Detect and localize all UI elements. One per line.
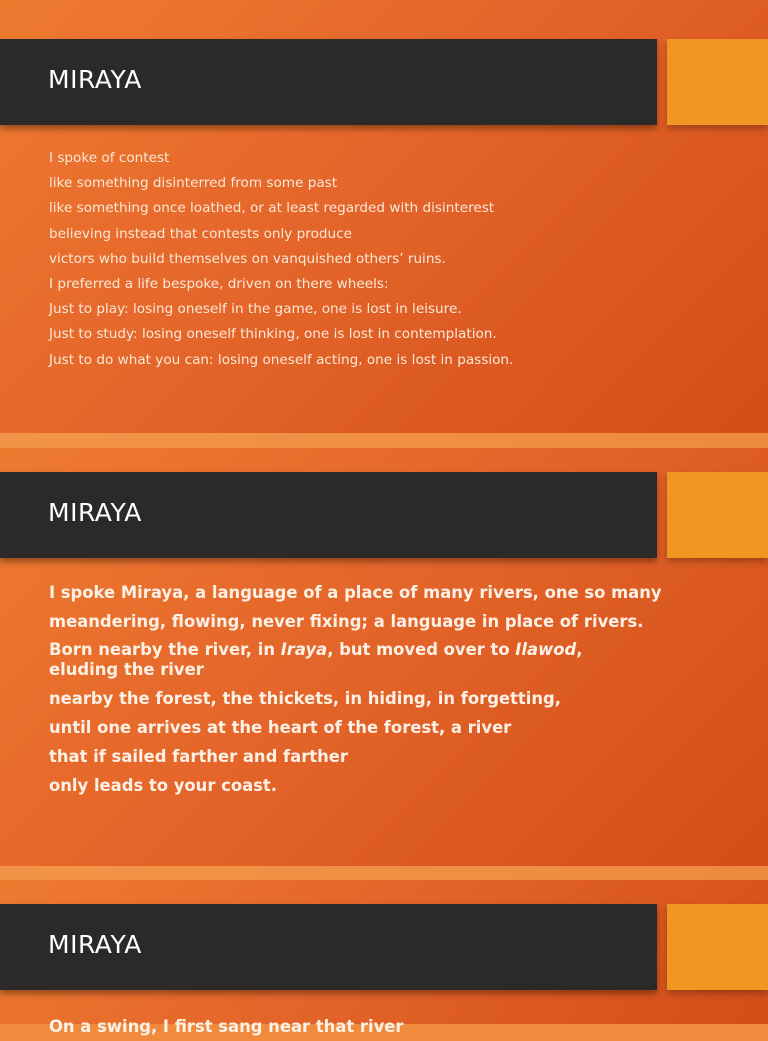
poem-text-run: , [576,640,583,659]
poem-line: Just to play: losing oneself in the game, one is lost in leisure. [49,301,462,318]
poem-line: Just to study: losing oneself thinking, one is lost in contemplation. [49,326,497,343]
place-name-iraya: Iraya [280,640,328,659]
poem-line: like something disinterred from some past [49,175,338,192]
poem-text [49,1012,404,1041]
slide-title: MIRAYA [48,930,142,959]
poem-text-run: eluding the river [49,660,204,679]
accent-block [667,39,768,125]
slide-title: MIRAYA [48,65,142,94]
poem-line [49,640,662,680]
poem-line: believing instead that contests only produce [49,225,352,242]
poem-text-run: , but moved over to [327,640,516,659]
poem-line: I preferred a life bespoke, driven on there wheels: [49,276,389,293]
poem-line: meandering, flowing, never fixing; a language in place of rivers. [49,612,644,631]
poem-text [49,578,662,800]
poem-text-run: Born nearby the river, in [49,640,281,659]
poem-line: like something once loathed, or at least regarded with disinterest [49,200,495,217]
poem-line: On a swing, I first sang near that river [49,1017,404,1036]
title-bar [0,904,657,990]
poem-line: I spoke Miraya, a language of a place of many rivers, one so many [49,583,662,602]
poem-line: only leads to your coast. [49,776,277,795]
accent-block [667,904,768,990]
title-bar [0,472,657,558]
slide-2 [0,448,768,866]
slide-title: MIRAYA [48,498,142,527]
slide-1 [0,0,768,433]
poem-line: nearby the forest, the thickets, in hiding, in forgetting, [49,689,561,708]
slide-3 [0,880,768,1036]
accent-block [667,472,768,558]
poem-line: Just to do what you can: losing oneself acting, one is lost in passion. [49,351,514,368]
poem-line: I spoke of contest [49,150,170,166]
title-bar [0,39,657,125]
place-name-ilawod: Ilawod [515,640,577,659]
poem-line: victors who build themselves on vanquished others’ ruins. [49,250,446,267]
poem-line: that if sailed farther and farther [49,747,349,766]
poem-text [49,146,513,373]
slide-divider [0,866,768,880]
slide-divider [0,433,768,448]
poem-line: until one arrives at the heart of the forest, a river [49,718,512,737]
